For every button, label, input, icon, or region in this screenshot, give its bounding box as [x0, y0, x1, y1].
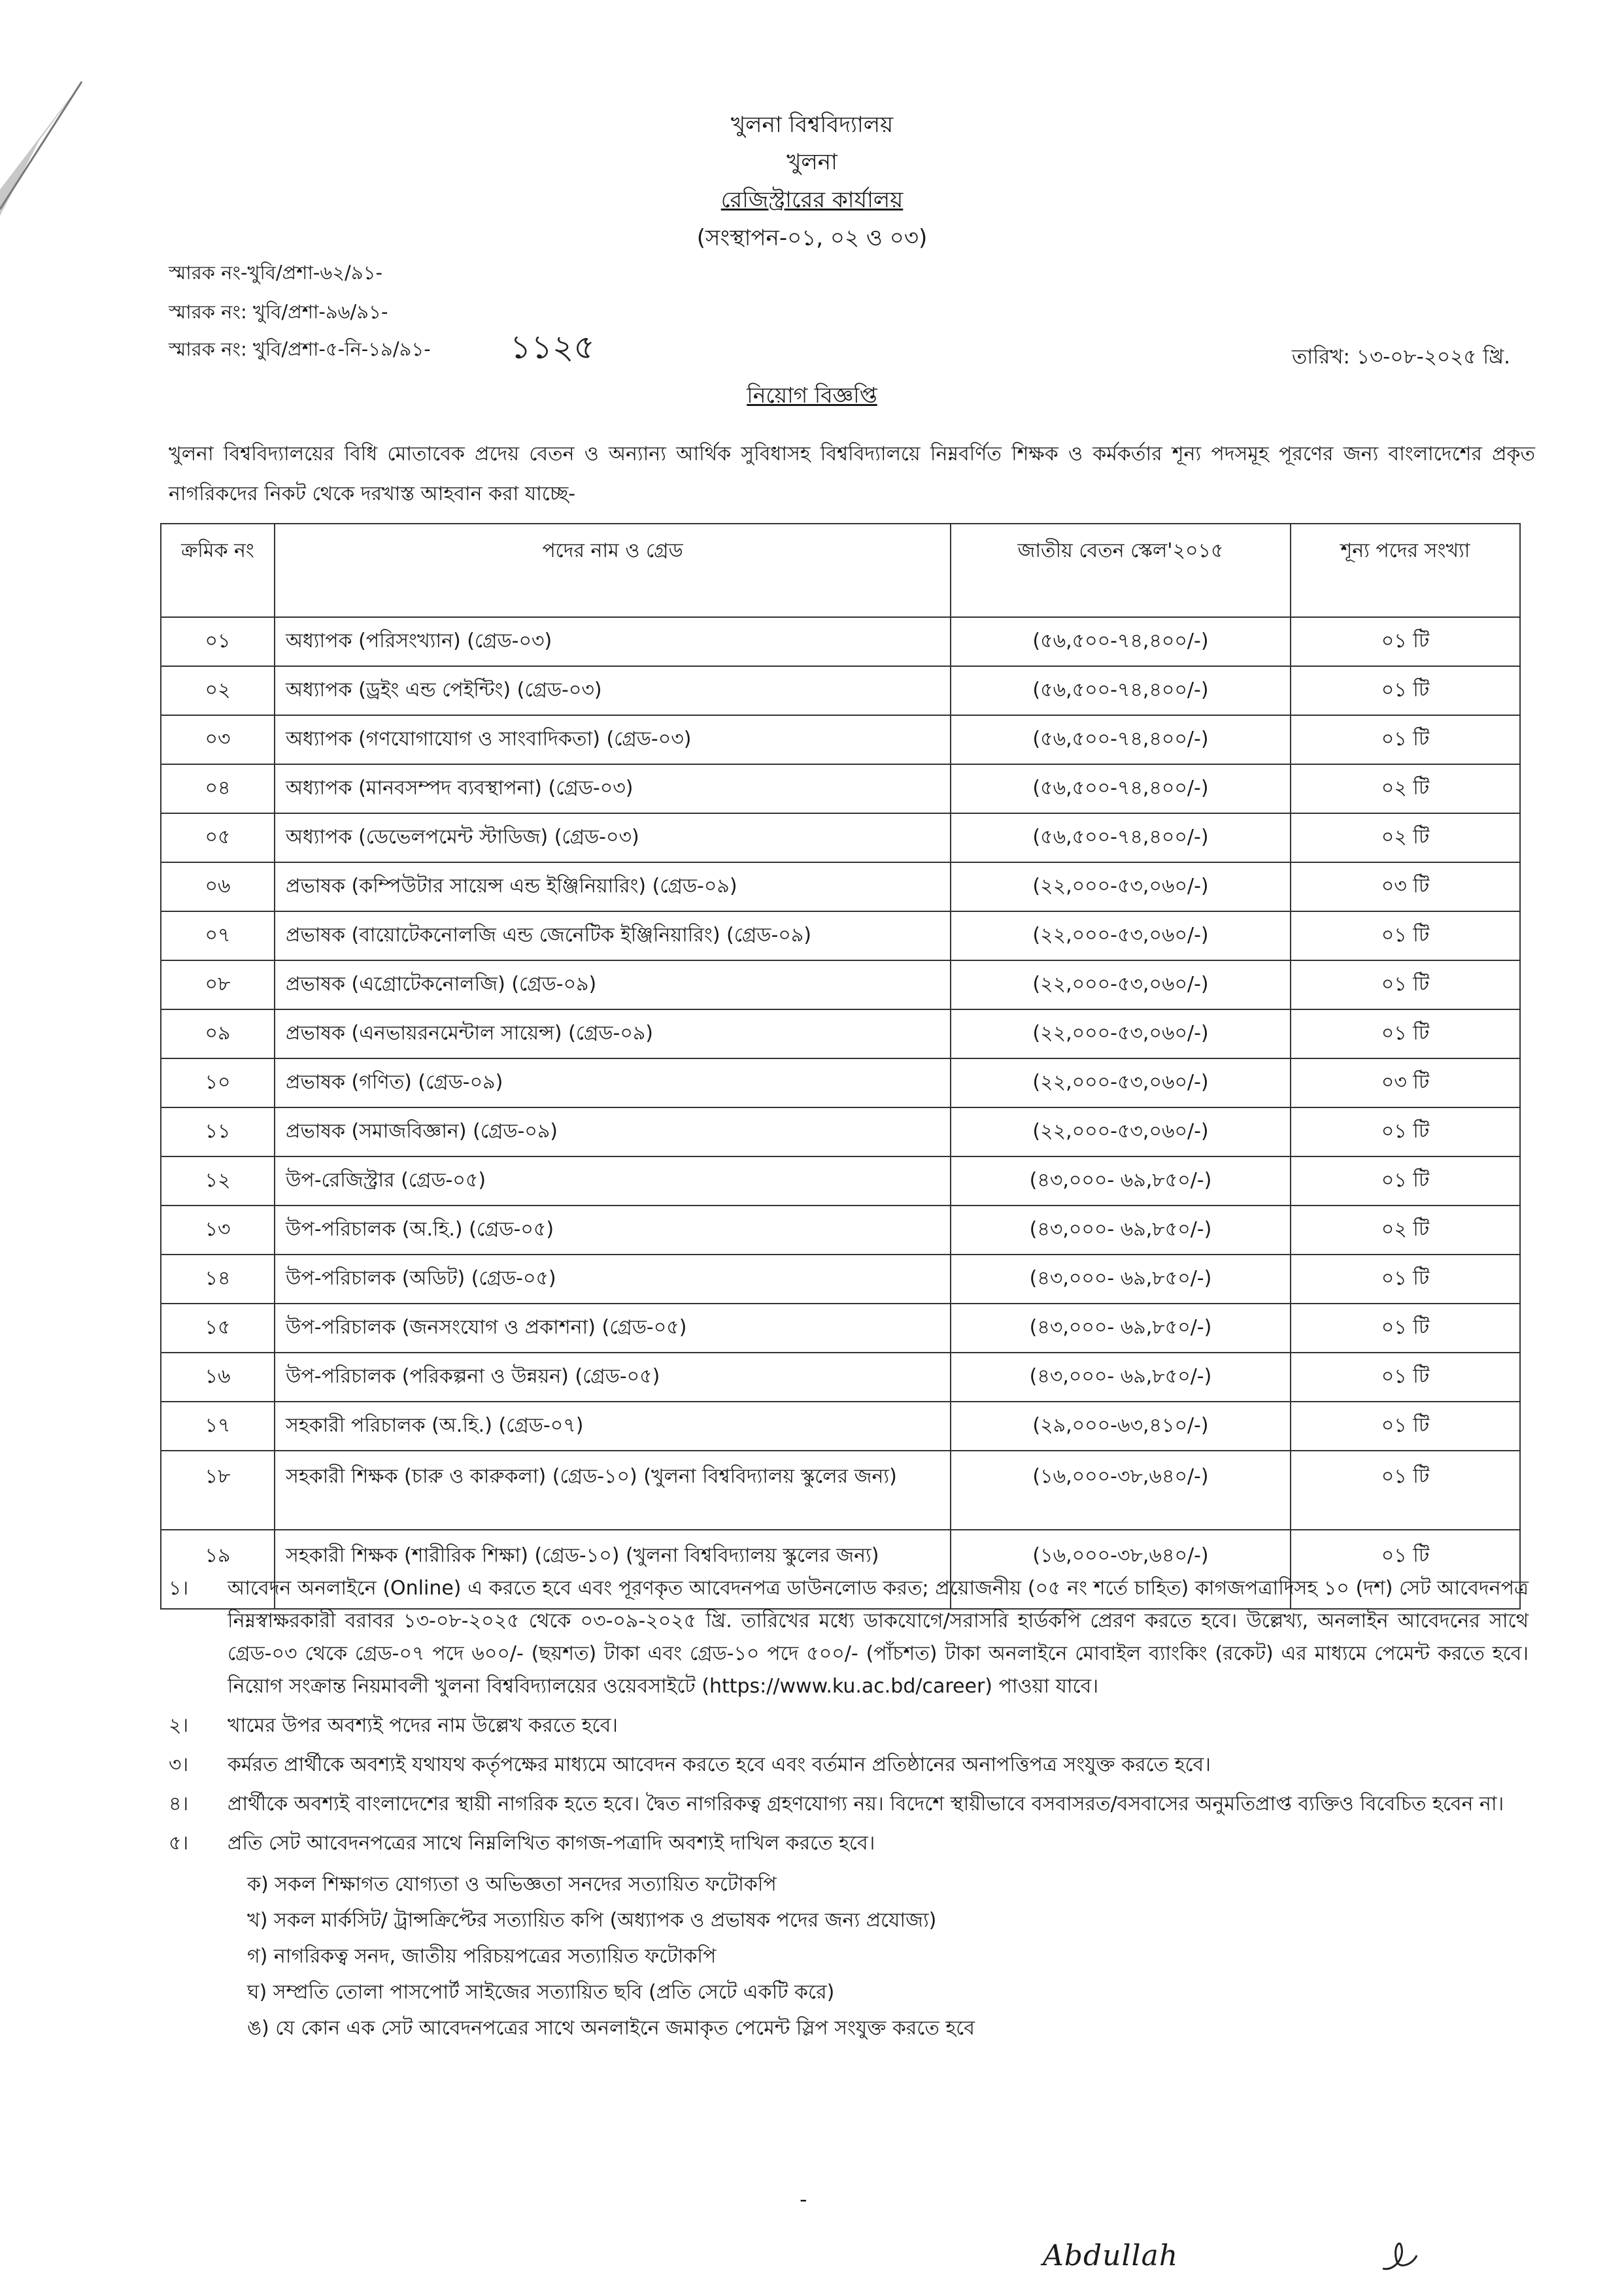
row-pay-scale: (১৬,০০০-৩৮,৬৪০/-)	[951, 1530, 1291, 1609]
table-row	[161, 1206, 1520, 1255]
row-vacancy-count: ০১ টি	[1291, 911, 1520, 960]
row-serial: ০৯	[161, 1009, 275, 1058]
condition-item	[169, 1788, 1529, 1821]
row-vacancy-count: ০১ টি	[1291, 1402, 1520, 1451]
row-pay-scale: (২২,০০০-৫৩,০৬০/-)	[951, 1107, 1291, 1156]
row-pay-scale: (২২,০০০-৫৩,০৬০/-)	[951, 862, 1291, 911]
row-pay-scale: (৪৩,০০০- ৬৯,৮৫০/-)	[951, 1353, 1291, 1402]
initial-signature-icon	[1376, 2233, 1422, 2278]
row-pay-scale: (৫৬,৫০০-৭৪,৪০০/-)	[951, 666, 1291, 715]
row-serial: ১২	[161, 1156, 275, 1206]
row-post-name: সহকারী শিক্ষক (চারু ও কারুকলা) (গ্রেড-১০) (খুলনা বিশ্ববিদ্যালয় স্কুলের জন্য)	[275, 1451, 951, 1530]
table-row	[161, 862, 1520, 911]
row-post-name: প্রভাষক (বায়োটেকনোলজি এন্ড জেনেটিক ইঞ্জিনিয়ারিং) (গ্রেড-০৯)	[275, 911, 951, 960]
row-post-name: উপ-পরিচালক (পরিকল্পনা ও উন্নয়ন) (গ্রেড-০৫)	[275, 1353, 951, 1402]
table-row	[161, 666, 1520, 715]
table-row	[161, 715, 1520, 764]
condition-number: ৫।	[169, 1832, 189, 1855]
row-pay-scale: (২২,০০০-৫৩,০৬০/-)	[951, 911, 1291, 960]
row-serial: ০৪	[161, 764, 275, 813]
row-post-name: উপ-পরিচালক (অ.হি.) (গ্রেড-০৫)	[275, 1206, 951, 1255]
row-pay-scale: (৫৬,৫০০-৭৪,৪০০/-)	[951, 617, 1291, 666]
condition-item	[169, 1710, 1529, 1742]
row-post-name: প্রভাষক (কম্পিউটার সায়েন্স এন্ড ইঞ্জিনিয়ারিং) (গ্রেড-০৯)	[275, 862, 951, 911]
row-serial: ১৩	[161, 1206, 275, 1255]
row-post-name: প্রভাষক (গণিত) (গ্রেড-০৯)	[275, 1058, 951, 1107]
condition-item	[169, 1749, 1529, 1781]
handwritten-memo-number: ১১২৫	[510, 328, 595, 366]
row-pay-scale: (৪৩,০০০- ৬৯,৮৫০/-)	[951, 1156, 1291, 1206]
row-vacancy-count: ০৩ টি	[1291, 862, 1520, 911]
condition-text: প্রার্থীকে অবশ্যই বাংলাদেশের স্থায়ী নাগরিক হতে হবে। দ্বৈত নাগরিকত্ব গ্রহণযোগ্য নয়। বিদেশে স্থায়ীভাবে বসবাসরত/বসবাসের অনুমতিপ্রাপ্ত ব্যক্তিও বিবেচিত হবেন না।	[228, 1793, 1504, 1815]
row-post-name: প্রভাষক (এগ্রোটেকনোলজি) (গ্রেড-০৯)	[275, 960, 951, 1009]
signature: Abdullah	[1043, 2239, 1179, 2272]
row-pay-scale: (১৬,০০০-৩৮,৬৪০/-)	[951, 1451, 1291, 1530]
row-serial: ০৮	[161, 960, 275, 1009]
row-post-name: উপ-রেজিস্ট্রার (গ্রেড-০৫)	[275, 1156, 951, 1206]
row-serial: ১৮	[161, 1451, 275, 1530]
table-row	[161, 1451, 1520, 1530]
row-vacancy-count: ০২ টি	[1291, 764, 1520, 813]
row-vacancy-count: ০১ টি	[1291, 1255, 1520, 1304]
memo-number-1: স্মারক নং-খুবি/প্রশা-৬২/৯১-	[169, 261, 382, 284]
table-row	[161, 1156, 1520, 1206]
row-serial: ০৭	[161, 911, 275, 960]
condition-number: ৩।	[169, 1753, 189, 1776]
condition-number: ২।	[169, 1714, 189, 1737]
condition-text: আবেদন অনলাইনে (Online) এ করতে হবে এবং পূরণকৃত আবেদনপত্র ডাউনলোড করত; প্রয়োজনীয় (০৫ নং শর্তে চাহিত) কাগজপত্রাদিসহ ১০ (দশ) সেট আবেদনপত্র নিম্নস্বাক্ষরকারী বরাবর ১৩-০৮-২০২৫ থেকে ০৩-০৯-২০২৫ খ্রি. তারিখের মধ্যে ডাকযোগে/সরাসরি হার্ডকপি প্রেরণ করতে হবে। উল্লেখ্য, অনলাইন আবেদনের সাথে গ্রেড-০৩ থেকে গ্রেড-০৭ পদে ৬০০/- (ছয়শত) টাকা এবং গ্রেড-১০ পদে ৫০০/- (পাঁচশত) টাকা অনলাইনে মোবাইল ব্যাংকিং (রকেট) এর মাধ্যমে পেমেন্ট করতে হবে। নিয়োগ সংক্রান্ত নিয়মাবলী খুলনা বিশ্ববিদ্যালয়ের ওয়েবসাইটে (https://www.ku.ac.bd/career) পাওয়া যাবে।	[228, 1577, 1529, 1698]
initial-mark	[1376, 2233, 1422, 2287]
row-vacancy-count: ০২ টি	[1291, 813, 1520, 862]
row-vacancy-count: ০২ টি	[1291, 1206, 1520, 1255]
table-body	[161, 617, 1520, 1609]
row-serial: ০১	[161, 617, 275, 666]
document-requirement: গ) নাগরিকত্ব সনদ, জাতীয় পরিচয়পত্রের সত্যায়িত ফটোকপি	[247, 1945, 717, 1968]
university-name: খুলনা বিশ্ববিদ্যালয়	[730, 112, 894, 138]
header-vacancy: শূন্য পদের সংখ্যা	[1291, 524, 1520, 617]
row-post-name: সহকারী পরিচালক (অ.হি.) (গ্রেড-০৭)	[275, 1402, 951, 1451]
row-vacancy-count: ০৩ টি	[1291, 1058, 1520, 1107]
row-serial: ১৬	[161, 1353, 275, 1402]
row-pay-scale: (৫৬,৫০০-৭৪,৪০০/-)	[951, 764, 1291, 813]
table-row	[161, 1058, 1520, 1107]
condition-items	[169, 1572, 1529, 1860]
conditions-list	[169, 1572, 1529, 2046]
table-row	[161, 813, 1520, 862]
row-pay-scale: (৪৩,০০০- ৬৯,৮৫০/-)	[951, 1206, 1291, 1255]
row-vacancy-count: ০১ টি	[1291, 1530, 1520, 1609]
table-row	[161, 1402, 1520, 1451]
row-serial: ০৫	[161, 813, 275, 862]
condition-number: ১।	[169, 1577, 189, 1600]
intro-paragraph: খুলনা বিশ্ববিদ্যালয়ের বিধি মোতাবেক প্রদেয় বেতন ও অন্যান্য আর্থিক সুবিধাসহ বিশ্ববিদ্যালয়ে নিম্নবর্ণিত শিক্ষক ও কর্মকর্তার শূন্য পদসমূহ পূরণের জন্য বাংলাদেশের প্রকৃত নাগরিকদের নিকট থেকে দরখাস্ত আহবান করা যাচ্ছে-	[169, 443, 1535, 505]
row-serial: ০৬	[161, 862, 275, 911]
table-row	[161, 1304, 1520, 1353]
row-vacancy-count: ০১ টি	[1291, 1009, 1520, 1058]
condition-text: প্রতি সেট আবেদনপত্রের সাথে নিম্নলিখিত কাগজ-পত্রাদি অবশ্যই দাখিল করতে হবে।	[228, 1832, 875, 1855]
row-vacancy-count: ০১ টি	[1291, 715, 1520, 764]
section-name: (সংস্থাপন-০১, ০২ ও ০৩)	[696, 225, 928, 251]
condition-number: ৪।	[169, 1793, 189, 1815]
row-pay-scale: (২২,০০০-৫৩,০৬০/-)	[951, 1058, 1291, 1107]
row-serial: ১০	[161, 1058, 275, 1107]
row-vacancy-count: ০১ টি	[1291, 1451, 1520, 1530]
row-serial: ১৫	[161, 1304, 275, 1353]
document-requirement: ক) সকল শিক্ষাগত যোগ্যতা ও অভিজ্ঞতা সনদের সত্যায়িত ফটোকপি	[247, 1873, 777, 1896]
table-row	[161, 1353, 1520, 1402]
row-vacancy-count: ০১ টি	[1291, 666, 1520, 715]
row-post-name: অধ্যাপক (গণযোগাযোগ ও সাংবাদিকতা) (গ্রেড-০৩)	[275, 715, 951, 764]
condition-text: খামের উপর অবশ্যই পদের নাম উল্লেখ করতে হবে।	[228, 1714, 618, 1737]
document-requirement: ঙ) যে কোন এক সেট আবেদনপত্রের সাথে অনলাইনে জমাকৃত পেমেন্ট স্লিপ সংযুক্ত করতে হবে	[247, 2017, 975, 2040]
row-pay-scale: (৫৬,৫০০-৭৪,৪০০/-)	[951, 715, 1291, 764]
city-name: খুলনা	[787, 149, 837, 175]
condition-item	[169, 1827, 1529, 1860]
required-documents	[169, 1866, 1529, 2046]
row-post-name: প্রভাষক (এনভায়রনমেন্টাল সায়েন্স) (গ্রেড-০৯)	[275, 1009, 951, 1058]
row-post-name: প্রভাষক (সমাজবিজ্ঞান) (গ্রেড-০৯)	[275, 1107, 951, 1156]
notice-date: তারিখ: ১৩-০৮-২০২৫ খ্রি.	[1292, 345, 1510, 369]
table-row	[161, 960, 1520, 1009]
row-post-name: অধ্যাপক (মানবসম্পদ ব্যবস্থাপনা) (গ্রেড-০৩)	[275, 764, 951, 813]
row-serial: ১৯	[161, 1530, 275, 1609]
row-vacancy-count: ০১ টি	[1291, 617, 1520, 666]
header-post: পদের নাম ও গ্রেড	[275, 524, 951, 617]
row-pay-scale: (২৯,০০০-৬৩,৪১০/-)	[951, 1402, 1291, 1451]
row-serial: ১৭	[161, 1402, 275, 1451]
condition-item	[169, 1572, 1529, 1703]
row-post-name: উপ-পরিচালক (জনসংযোগ ও প্রকাশনা) (গ্রেড-০৫)	[275, 1304, 951, 1353]
row-serial: ১১	[161, 1107, 275, 1156]
row-vacancy-count: ০১ টি	[1291, 1353, 1520, 1402]
table-row	[161, 617, 1520, 666]
page-dot: -	[800, 2187, 807, 2212]
row-serial: ০৩	[161, 715, 275, 764]
header-pay-scale: জাতীয় বেতন স্কেল'২০১৫	[951, 524, 1291, 617]
row-post-name: উপ-পরিচালক (অডিট) (গ্রেড-০৫)	[275, 1255, 951, 1304]
row-serial: ১৪	[161, 1255, 275, 1304]
row-pay-scale: (৫৬,৫০০-৭৪,৪০০/-)	[951, 813, 1291, 862]
row-vacancy-count: ০১ টি	[1291, 1304, 1520, 1353]
vacancy-table	[160, 523, 1521, 1610]
memo-number-2: স্মারক নং: খুবি/প্রশা-৯৬/৯১-	[169, 301, 388, 323]
table-header-row	[161, 524, 1520, 617]
row-vacancy-count: ০১ টি	[1291, 1107, 1520, 1156]
table-row	[161, 1107, 1520, 1156]
row-vacancy-count: ০১ টি	[1291, 1156, 1520, 1206]
row-serial: ০২	[161, 666, 275, 715]
row-vacancy-count: ০১ টি	[1291, 960, 1520, 1009]
memo-number-3: স্মারক নং: খুবি/প্রশা-৫-নি-১৯/৯১-	[169, 338, 431, 360]
table-row	[161, 764, 1520, 813]
header-serial: ক্রমিক নং	[161, 524, 275, 617]
row-post-name: অধ্যাপক (ড্রইং এন্ড পেইন্টিং) (গ্রেড-০৩)	[275, 666, 951, 715]
row-post-name: অধ্যাপক (পরিসংখ্যান) (গ্রেড-০৩)	[275, 617, 951, 666]
table-row	[161, 1009, 1520, 1058]
notice-title: নিয়োগ বিজ্ঞপ্তি	[747, 382, 877, 408]
row-pay-scale: (২২,০০০-৫৩,০৬০/-)	[951, 1009, 1291, 1058]
document-requirement: খ) সকল মার্কসিট/ ট্রান্সক্রিপ্টের সত্যায়িত কপি (অধ্যাপক ও প্রভাষক পদের জন্য প্রযোজ্য)	[247, 1909, 937, 1932]
table-row	[161, 1255, 1520, 1304]
office-name: রেজিস্ট্রারের কার্যালয়	[720, 187, 904, 213]
row-pay-scale: (৪৩,০০০- ৬৯,৮৫০/-)	[951, 1255, 1291, 1304]
condition-text: কর্মরত প্রার্থীকে অবশ্যই যথাযথ কর্তৃপক্ষের মাধ্যমে আবেদন করতে হবে এবং বর্তমান প্রতিষ্ঠানের অনাপত্তিপত্র সংযুক্ত করতে হবে।	[228, 1753, 1211, 1776]
table-row	[161, 911, 1520, 960]
row-pay-scale: (২২,০০০-৫৩,০৬০/-)	[951, 960, 1291, 1009]
row-pay-scale: (৪৩,০০০- ৬৯,৮৫০/-)	[951, 1304, 1291, 1353]
document-requirement: ঘ) সম্প্রতি তোলা পাসপোর্ট সাইজের সত্যায়িত ছবি (প্রতি সেটে একটি করে)	[247, 1981, 835, 2004]
row-post-name: সহকারী শিক্ষক (শারীরিক শিক্ষা) (গ্রেড-১০) (খুলনা বিশ্ববিদ্যালয় স্কুলের জন্য)	[275, 1530, 951, 1609]
row-post-name: অধ্যাপক (ডেভেলপমেন্ট স্টাডিজ) (গ্রেড-০৩)	[275, 813, 951, 862]
